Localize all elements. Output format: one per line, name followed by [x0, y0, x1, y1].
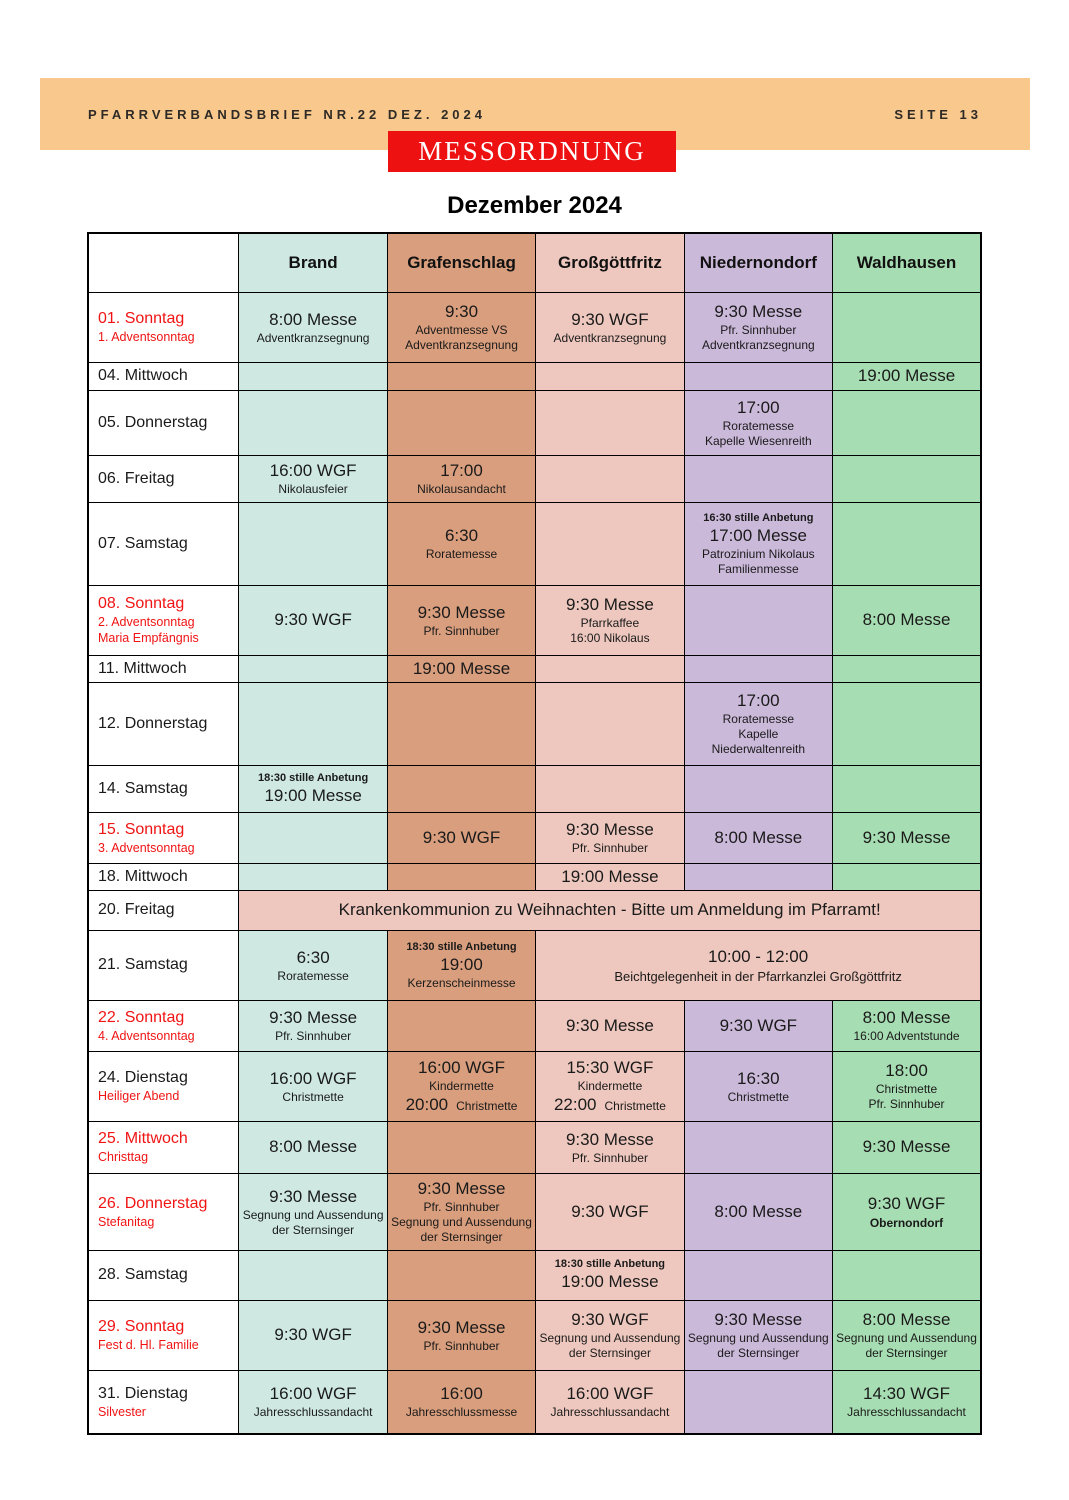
cell-grafenschlag: 19:00 Messe	[387, 655, 535, 682]
date-cell: 14. Samstag	[88, 765, 239, 812]
date-cell: 07. Samstag	[88, 502, 239, 585]
cell-grossgoettfritz: 15:30 WGF Kindermette 22:00 Christmette	[536, 1051, 684, 1121]
cell-brand	[239, 502, 387, 585]
cell-niedernondorf: 9:30 WGF	[684, 1000, 832, 1051]
newsletter-title: PFARRVERBANDSBRIEF NR.22 DEZ. 2024	[88, 106, 486, 122]
cell-waldhausen	[833, 765, 981, 812]
cell-grafenschlag	[387, 863, 535, 890]
cell-grossgoettfritz	[536, 765, 684, 812]
cell-niedernondorf: 9:30 Messe Pfr. Sinnhuber Adventkranzsegnung	[684, 292, 832, 362]
date-cell: 21. Samstag	[88, 930, 239, 1000]
cell-grafenschlag: 9:30 Adventmesse VS Adventkranzsegnung	[387, 292, 535, 362]
schedule-table	[87, 232, 982, 1435]
cell-grafenschlag: 16:00 WGF Kindermette 20:00 Christmette	[387, 1051, 535, 1121]
date-cell: 24. Dienstag Heiliger Abend	[88, 1051, 239, 1121]
cell-waldhausen: 8:00 Messe Segnung und Aussendung der Sternsinger	[833, 1300, 981, 1370]
cell-brand: 16:00 WGF Jahresschlussandacht	[239, 1370, 387, 1434]
cell-grafenschlag: 9:30 WGF	[387, 812, 535, 863]
cell-waldhausen: 9:30 WGF Obernondorf	[833, 1173, 981, 1250]
cell-grafenschlag: 9:30 Messe Pfr. Sinnhuber Segnung und Aussendung der Sternsinger	[387, 1173, 535, 1250]
table-row	[88, 585, 981, 655]
date-cell: 05. Donnerstag	[88, 390, 239, 455]
cell-niedernondorf	[684, 585, 832, 655]
cell-grafenschlag	[387, 1000, 535, 1051]
table-row	[88, 1250, 981, 1300]
cell-grossgoettfritz	[536, 655, 684, 682]
cell-grossgoettfritz: 18:30 stille Anbetung 19:00 Messe	[536, 1250, 684, 1300]
cell-niedernondorf: 9:30 Messe Segnung und Aussendung der Sternsinger	[684, 1300, 832, 1370]
cell-niedernondorf: 8:00 Messe	[684, 1173, 832, 1250]
cell-grossgoettfritz: 19:00 Messe	[536, 863, 684, 890]
cell-brand: 16:00 WGF Nikolausfeier	[239, 455, 387, 502]
date-cell: 28. Samstag	[88, 1250, 239, 1300]
column-header-waldhausen: Waldhausen	[833, 233, 981, 292]
table-row	[88, 890, 981, 930]
month-title: Dezember 2024	[447, 192, 622, 219]
column-header-niedernondorf: Niedernondorf	[684, 233, 832, 292]
table-row	[88, 655, 981, 682]
cell-grossgoettfritz: 9:30 Messe	[536, 1000, 684, 1051]
cell-waldhausen: 9:30 Messe	[833, 812, 981, 863]
date-cell: 22. Sonntag 4. Adventsonntag	[88, 1000, 239, 1051]
table-row	[88, 292, 981, 362]
cell-waldhausen	[833, 682, 981, 765]
table-row	[88, 812, 981, 863]
cell-grafenschlag	[387, 362, 535, 390]
cell-niedernondorf: 8:00 Messe	[684, 812, 832, 863]
date-cell: 04. Mittwoch	[88, 362, 239, 390]
date-cell: 31. Dienstag Silvester	[88, 1370, 239, 1434]
date-cell: 25. Mittwoch Christtag	[88, 1121, 239, 1173]
date-cell: 06. Freitag	[88, 455, 239, 502]
cell-grafenschlag	[387, 1250, 535, 1300]
cell-waldhausen	[833, 655, 981, 682]
cell-niedernondorf	[684, 1250, 832, 1300]
cell-brand: 18:30 stille Anbetung 19:00 Messe	[239, 765, 387, 812]
cell-grossgoettfritz: 16:00 WGF Jahresschlussandacht	[536, 1370, 684, 1434]
table-row	[88, 1300, 981, 1370]
cell-grossgoettfritz: 9:30 WGF Adventkranzsegnung	[536, 292, 684, 362]
cell-grafenschlag	[387, 390, 535, 455]
cell-brand: 9:30 Messe Segnung und Aussendung der Sternsinger	[239, 1173, 387, 1250]
date-cell: 08. Sonntag 2. Adventsonntag Maria Empfängnis	[88, 585, 239, 655]
table-row	[88, 455, 981, 502]
cell-brand	[239, 362, 387, 390]
table-row	[88, 1000, 981, 1051]
cell-grossgoettfritz	[536, 390, 684, 455]
table-row	[88, 930, 981, 1000]
page-number: SEITE 13	[894, 106, 982, 122]
table-row	[88, 1051, 981, 1121]
date-cell: 26. Donnerstag Stefanitag	[88, 1173, 239, 1250]
cell-waldhausen	[833, 292, 981, 362]
table-row	[88, 1370, 981, 1434]
cell-grafenschlag	[387, 1121, 535, 1173]
table-row	[88, 502, 981, 585]
cell-waldhausen: 8:00 Messe	[833, 585, 981, 655]
cell-grossgoettfritz	[536, 455, 684, 502]
cell-niedernondorf	[684, 1370, 832, 1434]
cell-waldhausen: 19:00 Messe	[833, 362, 981, 390]
cell-niedernondorf: 16:30 Christmette	[684, 1051, 832, 1121]
table-row	[88, 390, 981, 455]
cell-niedernondorf: 17:00 Roratemesse Kapelle Niederwaltenreith	[684, 682, 832, 765]
cell-brand	[239, 655, 387, 682]
cell-brand	[239, 390, 387, 455]
cell-waldhausen	[833, 863, 981, 890]
cell-brand: 9:30 WGF	[239, 585, 387, 655]
cell-grossgoettfritz: 9:30 Messe Pfr. Sinnhuber	[536, 1121, 684, 1173]
cell-waldhausen: 14:30 WGF Jahresschlussandacht	[833, 1370, 981, 1434]
cell-grafenschlag: 9:30 Messe Pfr. Sinnhuber	[387, 585, 535, 655]
cell-grossgoettfritz: 9:30 Messe Pfr. Sinnhuber	[536, 812, 684, 863]
cell-waldhausen	[833, 455, 981, 502]
cell-grafenschlag: 17:00 Nikolausandacht	[387, 455, 535, 502]
cell-brand	[239, 812, 387, 863]
messordnung-banner: MESSORDNUNG	[388, 131, 676, 172]
cell-grossgoettfritz: 9:30 WGF	[536, 1173, 684, 1250]
table-row	[88, 765, 981, 812]
date-cell: 29. Sonntag Fest d. Hl. Familie	[88, 1300, 239, 1370]
table-row	[88, 863, 981, 890]
cell-waldhausen: 9:30 Messe	[833, 1121, 981, 1173]
cell-brand: 9:30 WGF	[239, 1300, 387, 1370]
cell-grossgoettfritz: 9:30 Messe Pfarrkaffee 16:00 Nikolaus	[536, 585, 684, 655]
cell-niedernondorf	[684, 765, 832, 812]
column-header-row	[88, 233, 981, 292]
cell-niedernondorf	[684, 655, 832, 682]
cell-grossgoettfritz: 10:00 - 12:00 Beichtgelegenheit in der Pfarrkanzlei Großgöttfritz	[536, 930, 981, 1000]
cell-niedernondorf	[684, 1121, 832, 1173]
table-row	[88, 362, 981, 390]
cell-grafenschlag	[387, 765, 535, 812]
cell-brand: 8:00 Messe Adventkranzsegnung	[239, 292, 387, 362]
date-cell: 11. Mittwoch	[88, 655, 239, 682]
cell-brand: 8:00 Messe	[239, 1121, 387, 1173]
cell-niedernondorf: 17:00 Roratemesse Kapelle Wiesenreith	[684, 390, 832, 455]
cell-grafenschlag	[387, 682, 535, 765]
cell-niedernondorf	[684, 362, 832, 390]
table-row	[88, 682, 981, 765]
date-cell: 12. Donnerstag	[88, 682, 239, 765]
cell-brand	[239, 1250, 387, 1300]
cell-waldhausen: 18:00 Christmette Pfr. Sinnhuber	[833, 1051, 981, 1121]
cell-niedernondorf: 16:30 stille Anbetung 17:00 Messe Patrozinium Nikolaus Familienmesse	[684, 502, 832, 585]
date-cell: 15. Sonntag 3. Adventsonntag	[88, 812, 239, 863]
cell-waldhausen	[833, 390, 981, 455]
cell-grossgoettfritz	[536, 682, 684, 765]
cell-brand	[239, 682, 387, 765]
cell-brand	[239, 863, 387, 890]
column-header-grafenschlag: Grafenschlag	[387, 233, 535, 292]
cell-grafenschlag: 9:30 Messe Pfr. Sinnhuber	[387, 1300, 535, 1370]
table-row	[88, 1173, 981, 1250]
cell-grossgoettfritz: Krankenkommunion zu Weihnachten - Bitte um Anmeldung im Pfarramt!	[239, 890, 981, 930]
cell-waldhausen	[833, 1250, 981, 1300]
cell-brand: 16:00 WGF Christmette	[239, 1051, 387, 1121]
date-cell: 20. Freitag	[88, 890, 239, 930]
cell-grafenschlag: 6:30 Roratemesse	[387, 502, 535, 585]
cell-grafenschlag: 16:00 Jahresschlussmesse	[387, 1370, 535, 1434]
column-header-empty	[88, 233, 239, 292]
cell-brand: 9:30 Messe Pfr. Sinnhuber	[239, 1000, 387, 1051]
cell-niedernondorf	[684, 863, 832, 890]
table-row	[88, 1121, 981, 1173]
cell-grossgoettfritz	[536, 362, 684, 390]
cell-grossgoettfritz: 9:30 WGF Segnung und Aussendung der Sternsinger	[536, 1300, 684, 1370]
cell-waldhausen: 8:00 Messe 16:00 Adventstunde	[833, 1000, 981, 1051]
column-header-brand: Brand	[239, 233, 387, 292]
cell-niedernondorf	[684, 455, 832, 502]
date-cell: 18. Mittwoch	[88, 863, 239, 890]
cell-waldhausen	[833, 502, 981, 585]
cell-grossgoettfritz	[536, 502, 684, 585]
date-cell: 01. Sonntag 1. Adventsonntag	[88, 292, 239, 362]
cell-brand: 6:30 Roratemesse	[239, 930, 387, 1000]
column-header-grossgoettfritz: Großgöttfritz	[536, 233, 684, 292]
cell-grafenschlag: 18:30 stille Anbetung 19:00 Kerzenscheinmesse	[387, 930, 535, 1000]
